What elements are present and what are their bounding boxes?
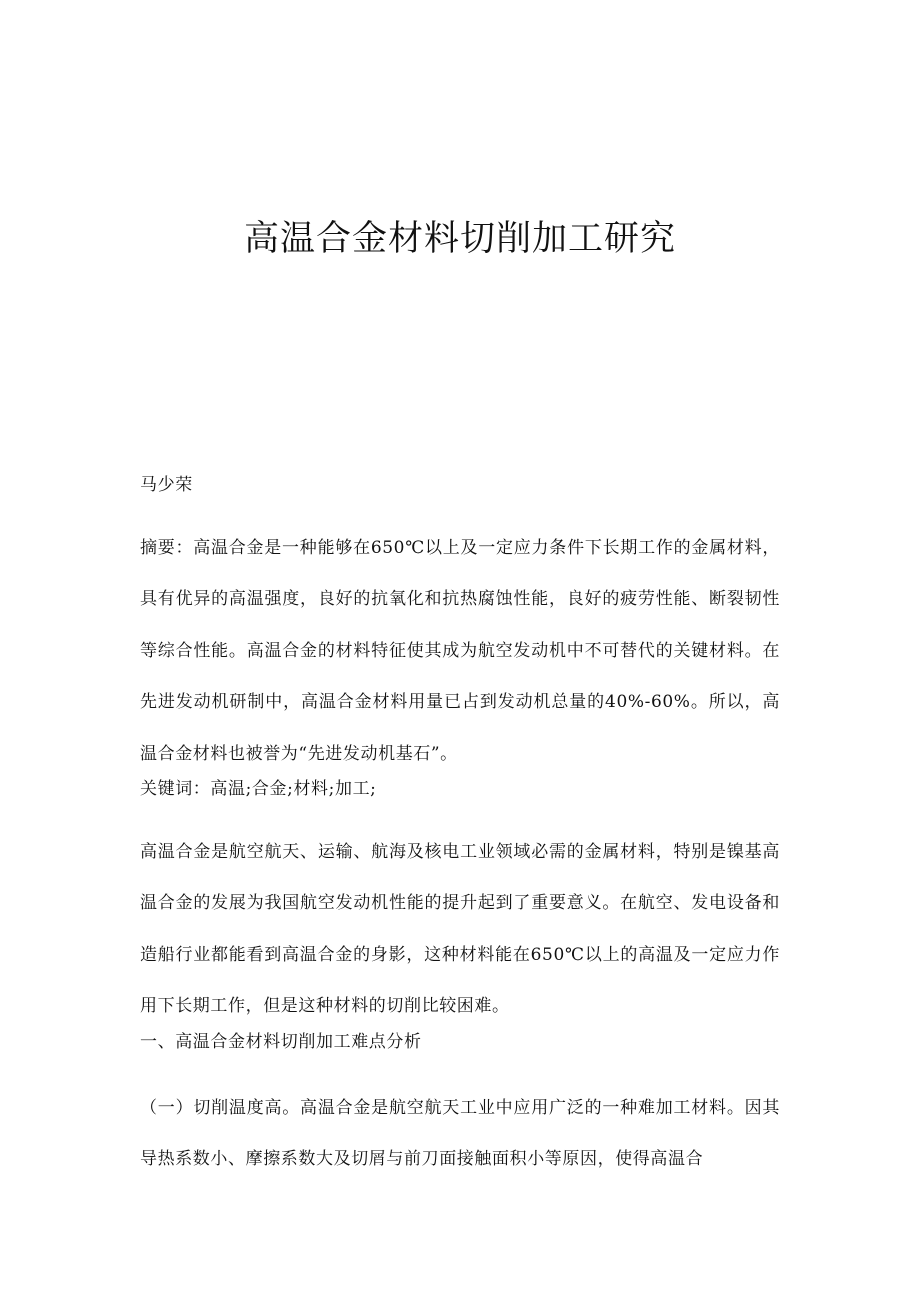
keywords-line: 关键词：高温;合金;材料;加工; <box>140 779 377 799</box>
document-title: 高温合金材料切削加工研究 <box>243 219 676 259</box>
author-name: 马少荣 <box>140 475 193 495</box>
section-heading: 一、高温合金材料切削加工难点分析 <box>140 1032 422 1052</box>
body-paragraph: （一）切削温度高。高温合金是航空航天工业中应用广泛的一种难加工材料。因其导热系数小、摩擦系数大及切屑与前刀面接触面积小等原因，使得高温合 <box>140 1098 780 1170</box>
abstract-paragraph: 摘要：高温合金是一种能够在650℃以上及一定应力条件下长期工作的金属材料，具有优异的高温强度，良好的抗氧化和抗热腐蚀性能，良好的疲劳性能、断裂韧性等综合性能。高温合金的材料特征使其成为航空发动机中不可替代的关键材料。在先进发动机研制中，高温合金材料用量已占到发动机总量的40%-60%。所以，高温合金材料也被誉为“先进发动机基石”。 <box>140 538 780 764</box>
body-paragraph: 高温合金是航空航天、运输、航海及核电工业领域必需的金属材料，特别是镍基高温合金的发展为我国航空发动机性能的提升起到了重要意义。在航空、发电设备和造船行业都能看到高温合金的身影，这种材料能在650℃以上的高温及一定应力作用下长期工作，但是这种材料的切削比较困难。 <box>140 842 780 1017</box>
